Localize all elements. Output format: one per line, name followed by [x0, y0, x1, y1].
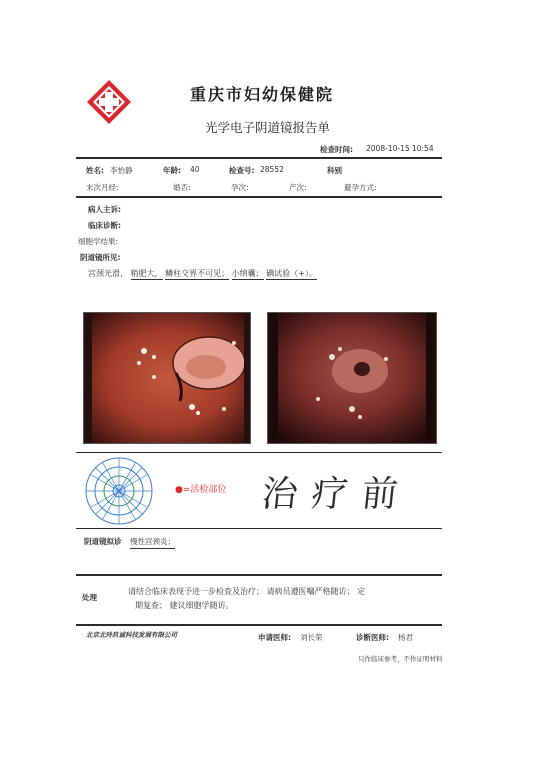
treatment-line-2: 期复查； 建议细胞学随访。 — [135, 601, 234, 610]
finding-4: 小纳囊； — [231, 269, 264, 278]
pregnancies-label: 孕次: — [231, 183, 249, 192]
bottom-divider — [76, 624, 442, 626]
patient-name: 李怡静 — [110, 166, 133, 175]
complaint-label: 病人主诉: — [88, 205, 121, 214]
disclaimer-note: 只作临床参考，不作证明材料 — [358, 655, 443, 663]
requesting-doctor-label: 申请医师: — [258, 633, 291, 642]
diagram-divider — [76, 528, 442, 529]
dept-label: 科别 — [327, 166, 342, 175]
patient-age: 40 — [190, 165, 200, 174]
finding-1: 宫颈光滑， — [88, 269, 128, 278]
requesting-doctor: 刘长荣 — [300, 633, 323, 642]
exam-time-value: 2008-10-15 10:54 — [366, 144, 434, 153]
diagnosis-label: 临床诊断: — [88, 221, 121, 230]
finding-5: 碘试验（+）。 — [266, 269, 317, 278]
name-label: 姓名: — [86, 166, 104, 175]
cytology-label: 细胞学结果: — [78, 237, 119, 246]
impression-divider — [76, 574, 442, 576]
form-title: 光学电子阴道镜报告单 — [205, 120, 331, 135]
handwritten-note: 治疗前 — [259, 474, 414, 515]
company-name: 北京北玲玖诚科技发展有限公司 — [86, 631, 177, 639]
diagnosing-doctor-label: 诊断医师: — [356, 633, 389, 642]
hospital-logo — [85, 78, 133, 126]
red-cross-icon — [85, 78, 133, 126]
top-divider — [76, 157, 442, 159]
hospital-name: 重庆市妇幼保健院 — [190, 85, 335, 104]
treatment-line-1: 请结合临床表现予进一步检查及治疗； 请病员遵医嘱严格随访； 定 — [128, 587, 366, 596]
colposcopy-image-left — [83, 312, 251, 444]
impression-label: 阴道镜拟诊 — [84, 537, 122, 546]
colposcopy-image-right — [267, 312, 437, 444]
info-divider — [76, 196, 442, 198]
diagnosing-doctor: 杨君 — [398, 633, 413, 642]
exam-no-label: 检查号: — [229, 166, 255, 175]
lmp-label: 末次月经: — [86, 183, 119, 192]
finding-2: 稍肥大， — [130, 269, 163, 278]
exam-time-label: 检查时间: — [320, 145, 353, 154]
findings-label: 阴道镜所见: — [80, 253, 121, 262]
image-divider — [76, 452, 442, 453]
contraception-label: 避孕方式: — [344, 183, 377, 192]
cervix-clock-diagram — [84, 456, 154, 526]
births-label: 产次: — [289, 183, 307, 192]
biopsy-legend: ●=活检部位 — [175, 485, 227, 495]
exam-no: 28552 — [260, 165, 284, 174]
impression-value: 慢性宫颈炎； — [130, 536, 175, 549]
marriage-label: 婚否: — [173, 183, 191, 192]
findings-text — [88, 268, 317, 279]
treatment-label: 处理 — [82, 593, 97, 602]
age-label: 年龄: — [163, 166, 181, 175]
finding-3: 鳞柱交界不可见； — [165, 269, 230, 278]
